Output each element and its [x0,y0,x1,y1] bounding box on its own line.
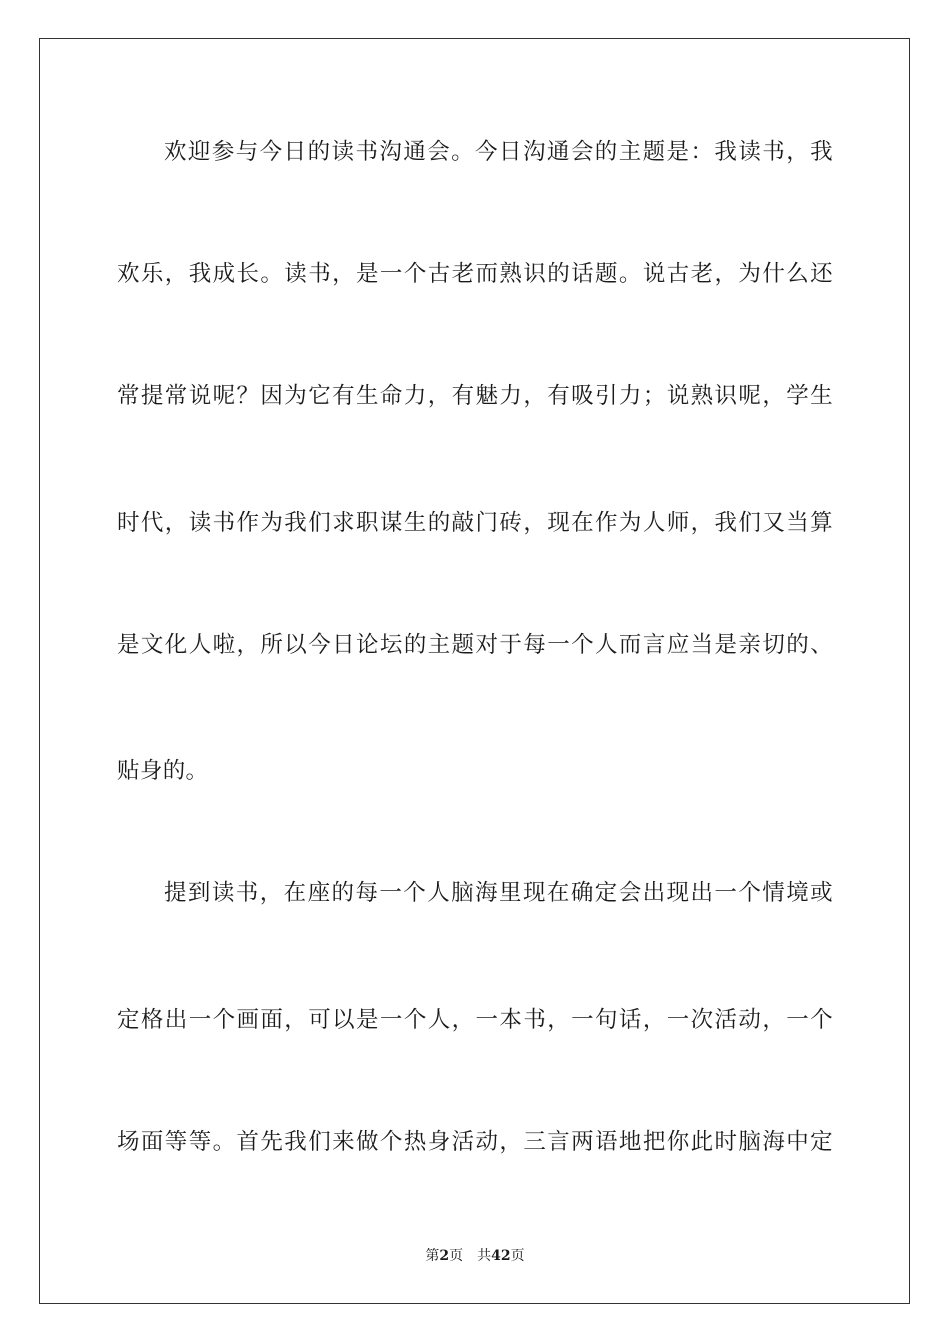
page-prefix: 第 [425,1248,440,1264]
total-prefix: 共 [477,1248,492,1264]
paragraph-1-line-4: 时代，读书作为我们求职谋生的敲门砖，现在作为人师，我们又当算 [117,510,833,536]
page-number: 2 [439,1248,450,1264]
page-footer [0,1247,950,1265]
page-suffix: 页 [449,1248,464,1264]
paragraph-1-line-2: 欢乐，我成长。读书，是一个古老而熟识的话题。说古老，为什么还 [117,261,833,287]
paragraph-2-line-3: 场面等等。首先我们来做个热身活动，三言两语地把你此时脑海中定 [117,1129,833,1155]
paragraph-1-line-3: 常提常说呢？因为它有生命力，有魅力，有吸引力；说熟识呢，学生 [117,383,833,409]
total-pages: 42 [491,1248,511,1264]
paragraph-1-line-5: 是文化人啦，所以今日论坛的主题对于每一个人而言应当是亲切的、 [117,632,833,658]
paragraph-2-line-1: 提到读书，在座的每一个人脑海里现在确定会出现出一个情境或 [164,880,833,906]
paragraph-2-line-2: 定格出一个画面，可以是一个人，一本书，一句话，一次活动，一个 [117,1007,833,1033]
paragraph-1-line-6: 贴身的。 [117,758,209,784]
paragraph-1-line-1: 欢迎参与今日的读书沟通会。今日沟通会的主题是：我读书，我 [164,139,833,165]
page-border [39,38,910,1304]
total-suffix: 页 [510,1248,525,1264]
